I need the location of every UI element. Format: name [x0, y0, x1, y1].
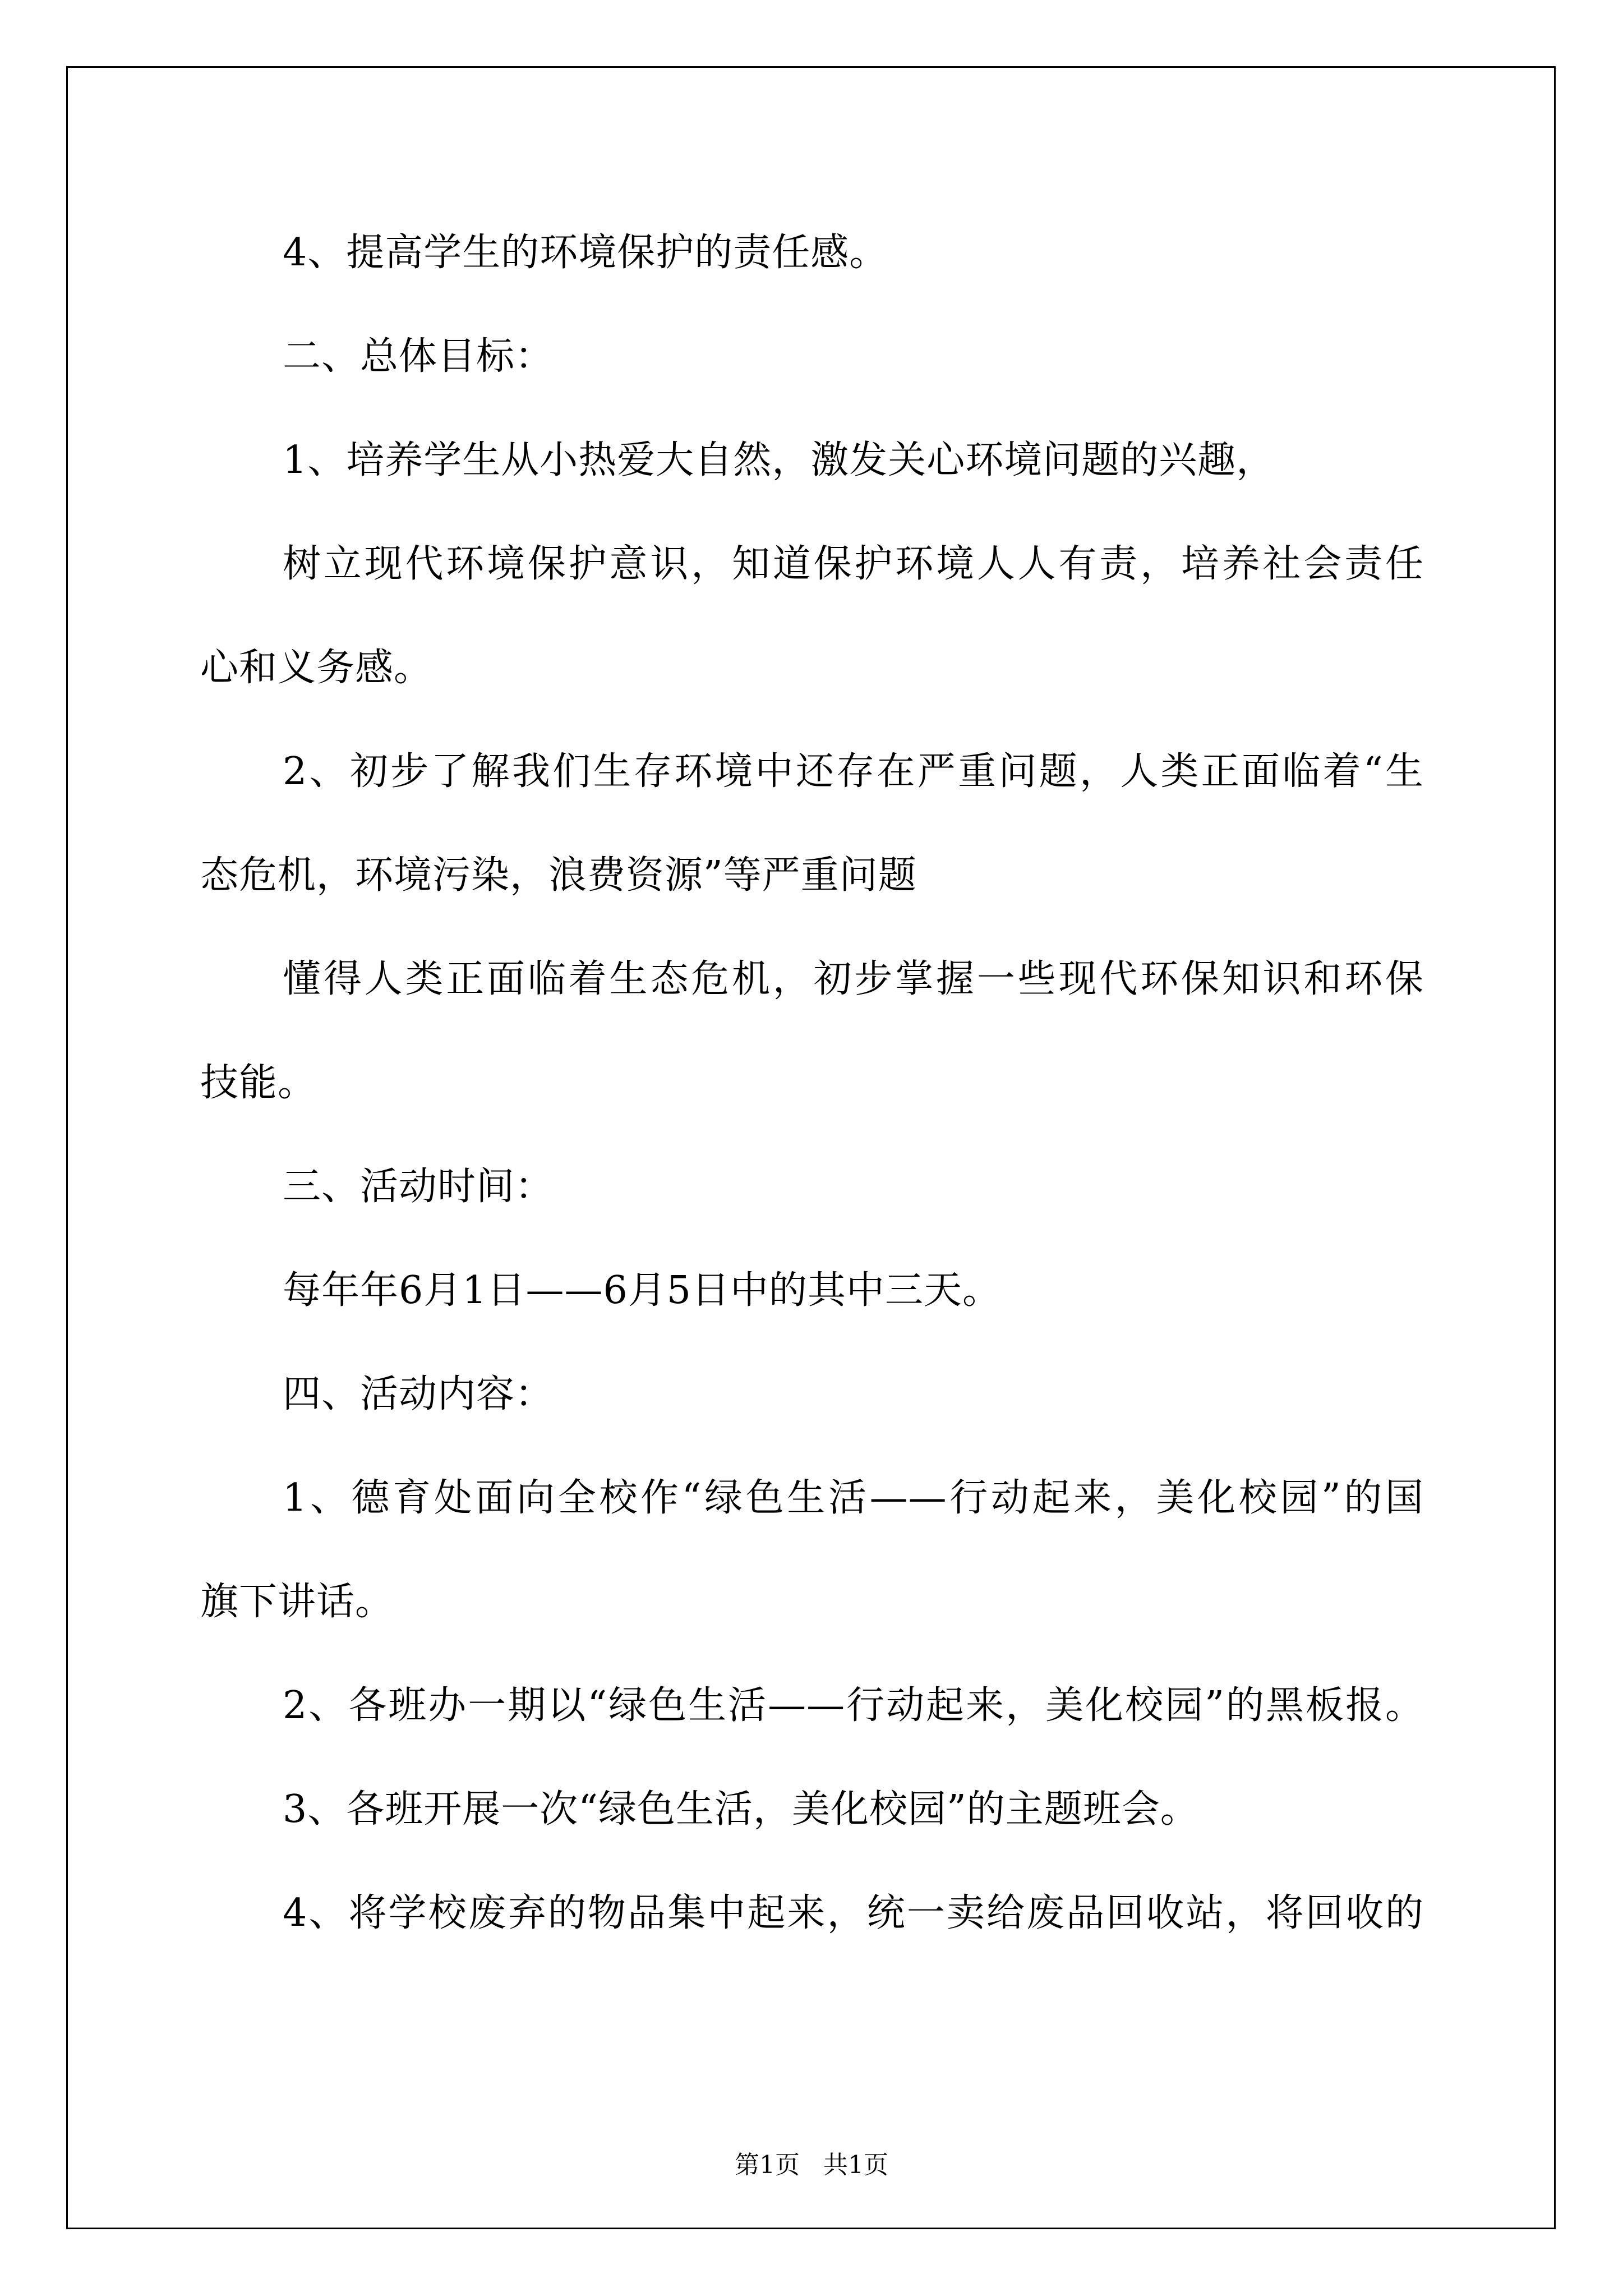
paragraph-line: 4、将学校废弃的物品集中起来，统一卖给废品回收站，将回收的 — [283, 1891, 1424, 1935]
page-number-footer: 第1页 共1页 — [735, 2151, 888, 2179]
paragraph-line: 旗下讲话。 — [200, 1580, 394, 1624]
paragraph-line: 1、培养学生从小热爱大自然，激发关心环境问题的兴趣， — [283, 438, 1275, 482]
paragraph-line: 2、初步了解我们生存环境中还存在严重问题，人类正面临着“生 — [283, 749, 1424, 794]
paragraph-line: 心和义务感。 — [200, 646, 433, 690]
paragraph-line: 态危机，环境污染，浪费资源”等严重问题 — [200, 853, 917, 898]
paragraph-line: 3、各班开展一次“绿色生活，美化校园”的主题班会。 — [283, 1787, 1199, 1832]
section-heading: 二、总体目标： — [283, 334, 554, 379]
paragraph-line: 4、提高学生的环境保护的责任感。 — [283, 231, 888, 275]
paragraph-line: 懂得人类正面临着生态危机，初步掌握一些现代环保知识和环保 — [283, 957, 1424, 1001]
paragraph-line: 每年年6月1日——6月5日中的其中三天。 — [283, 1268, 1002, 1313]
paragraph-line: 2、各班办一期以“绿色生活——行动起来，美化校园”的黑板报。 — [283, 1683, 1424, 1728]
paragraph-line: 1、德育处面向全校作“绿色生活——行动起来，美化校园”的国 — [283, 1476, 1424, 1520]
section-heading: 三、活动时间： — [283, 1165, 554, 1209]
paragraph-line: 树立现代环境保护意识，知道保护环境人人有责，培养社会责任 — [283, 542, 1424, 586]
paragraph-line: 技能。 — [200, 1061, 317, 1105]
section-heading: 四、活动内容： — [283, 1372, 554, 1416]
